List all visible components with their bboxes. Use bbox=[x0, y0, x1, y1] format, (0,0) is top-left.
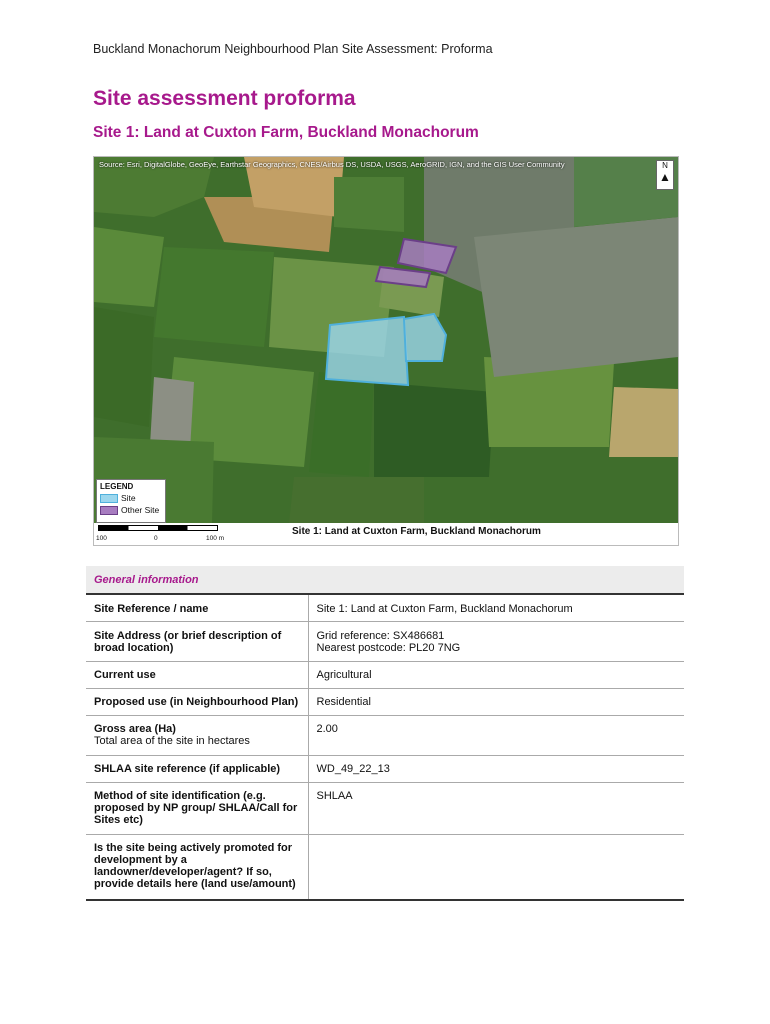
legend-item-site: Site bbox=[100, 493, 162, 503]
legend-item-other-site: Other Site bbox=[100, 505, 162, 515]
section-heading-row bbox=[86, 566, 684, 594]
row-value: Residential bbox=[308, 688, 684, 715]
map-footer bbox=[94, 523, 678, 545]
row-value: SHLAA bbox=[308, 782, 684, 834]
row-label: Site Address (or brief description of broad location) bbox=[86, 621, 308, 661]
row-value: WD_49_22_13 bbox=[308, 755, 684, 782]
table-row bbox=[86, 782, 684, 834]
table-row bbox=[86, 688, 684, 715]
site-map bbox=[93, 156, 679, 546]
row-label: Proposed use (in Neighbourhood Plan) bbox=[86, 688, 308, 715]
table-row bbox=[86, 834, 684, 900]
north-arrow-icon: N ▲ bbox=[656, 160, 674, 190]
scale-bar bbox=[98, 525, 218, 531]
nearest-postcode: Nearest postcode: PL20 7NG bbox=[316, 641, 461, 654]
map-legend bbox=[96, 479, 166, 523]
row-value bbox=[308, 834, 684, 900]
legend-title: LEGEND bbox=[100, 482, 134, 491]
scale-label-right: 100 m bbox=[206, 535, 225, 542]
table-row bbox=[86, 594, 684, 621]
map-attribution: Source: Esri, DigitalGlobe, GeoEye, Earthstar Geographics, CNES/Airbus DS, USDA, USGS, AeroGRID, IGN, and the GIS User Community bbox=[99, 160, 565, 169]
general-information-table bbox=[86, 566, 684, 901]
running-header: Buckland Monachorum Neighbourhood Plan Site Assessment: Proforma bbox=[93, 42, 493, 56]
section-heading: General information bbox=[86, 566, 684, 594]
row-value: Agricultural bbox=[308, 661, 684, 688]
scale-label-left: 100 bbox=[96, 535, 107, 542]
row-label: Method of site identification (e.g. proposed by NP group/ SHLAA/Call for Sites etc) bbox=[86, 782, 308, 834]
map-caption: Site 1: Land at Cuxton Farm, Buckland Monachorum bbox=[292, 526, 541, 537]
table-row bbox=[86, 715, 684, 755]
page-title: Site assessment proforma bbox=[93, 87, 356, 110]
row-label: Is the site being actively promoted for development by a landowner/developer/agent? If so, provide details here (land use/amount) bbox=[86, 834, 308, 900]
site-swatch-icon bbox=[100, 494, 118, 503]
grid-reference: Grid reference: SX486681 bbox=[316, 629, 445, 642]
row-sublabel: Total area of the site in hectares bbox=[94, 734, 250, 747]
table-row bbox=[86, 755, 684, 782]
row-value: Site 1: Land at Cuxton Farm, Buckland Monachorum bbox=[308, 594, 684, 621]
scale-label-zero: 0 bbox=[154, 535, 158, 542]
row-value bbox=[308, 621, 684, 661]
site-boundary bbox=[326, 317, 408, 385]
aerial-image bbox=[94, 157, 678, 523]
row-label: SHLAA site reference (if applicable) bbox=[86, 755, 308, 782]
table-row bbox=[86, 661, 684, 688]
row-value: 2.00 bbox=[308, 715, 684, 755]
site-subtitle: Site 1: Land at Cuxton Farm, Buckland Monachorum bbox=[93, 124, 479, 141]
row-label: Gross area (Ha) Total area of the site in hectares bbox=[86, 715, 308, 755]
other-site-swatch-icon bbox=[100, 506, 118, 515]
row-label: Current use bbox=[86, 661, 308, 688]
table-row bbox=[86, 621, 684, 661]
row-label: Site Reference / name bbox=[86, 594, 308, 621]
